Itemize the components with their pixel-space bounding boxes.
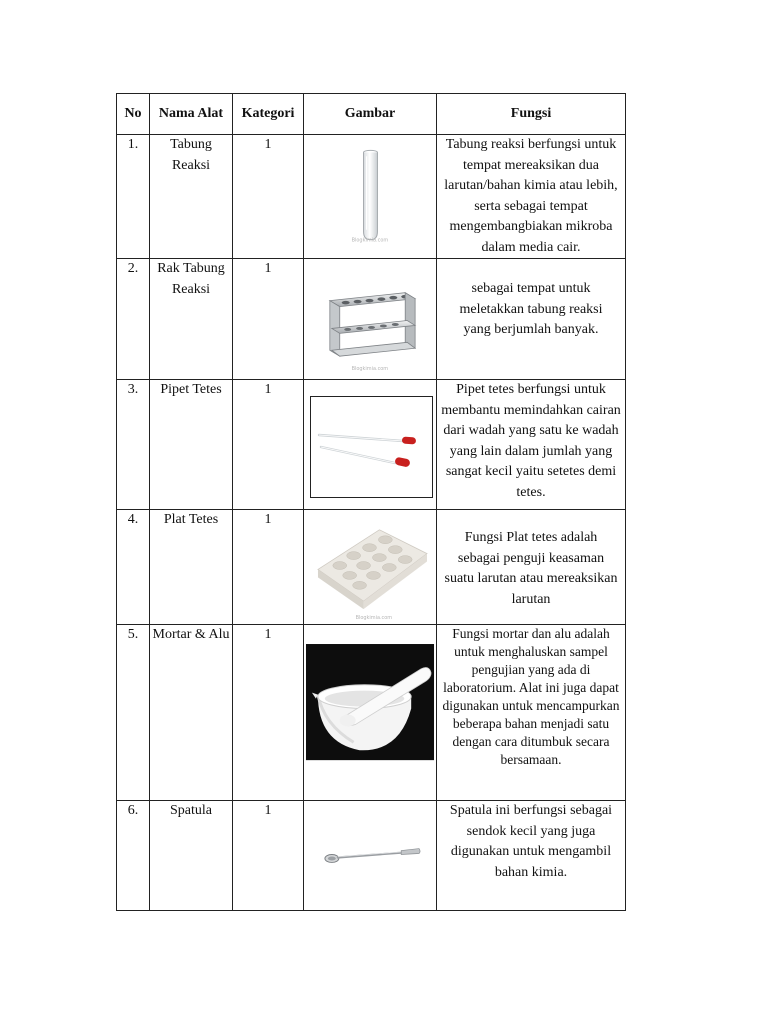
equipment-name: Spatula [150,801,233,911]
row-number: 4. [117,510,150,625]
equipment-function: Fungsi mortar dan alu adalah untuk menghaluskan sampel pengujian yang ada di laboratorium. Alat ini juga dapat digunakan untuk mencampurkan beberapa bahan menjadi satu dengan cara ditumbuk secara bersamaan. [437,625,626,801]
equipment-name: Plat Tetes [150,510,233,625]
spatula-icon [304,801,436,910]
equipment-function: Pipet tetes berfungsi untuk membantu memindahkan cairan dari wadah yang satu ke wadah yang lain dalam jumlah yang sangat kecil yaitu setetes demi tetes. [437,380,626,510]
header-nama-alat: Nama Alat [150,94,233,135]
header-no: No [117,94,150,135]
dropper-pipette-icon [311,397,432,497]
lab-equipment-table [116,93,626,911]
equipment-name: Pipet Tetes [150,380,233,510]
image-watermark: Blogkimia.com [355,615,393,622]
equipment-name: Mortar & Alu [150,625,233,801]
equipment-function [437,510,626,625]
table-row [117,135,626,259]
header-fungsi: Fungsi [437,94,626,135]
header-gambar: Gambar [304,94,437,135]
image-watermark: Blogkimia.com [351,366,389,373]
equipment-image [304,625,437,801]
test-tube-rack-icon [304,259,436,379]
table-row [117,259,626,380]
equipment-category: 1 [233,259,304,380]
equipment-category: 1 [233,510,304,625]
row-number: 1. [117,135,150,259]
row-number: 5. [117,625,150,801]
equipment-image [304,380,437,510]
equipment-category: 1 [233,135,304,259]
test-tube-icon [304,135,436,258]
row-number: 3. [117,380,150,510]
image-watermark: Blogkimia.com [351,237,389,244]
table-row [117,380,626,510]
table-row [117,625,626,801]
table-header-row [117,94,626,135]
image-frame [310,396,433,498]
equipment-function-text: Fungsi Plat tetes adalah sebagai penguji keasaman suatu larutan atau mereaksikan larutan [444,530,618,607]
equipment-image [304,259,437,380]
equipment-function [437,259,626,380]
equipment-function: Tabung reaksi berfungsi untuk tempat mereaksikan dua larutan/bahan kimia atau lebih, serta sebagai tempat mengembangbiakan mikroba dalam media cair. [437,135,626,259]
table-row [117,510,626,625]
equipment-image [304,801,437,911]
table-row [117,801,626,911]
equipment-category: 1 [233,625,304,801]
equipment-name: Rak Tabung Reaksi [150,259,233,380]
mortar-pestle-icon [304,625,436,800]
equipment-category: 1 [233,380,304,510]
row-number: 6. [117,801,150,911]
equipment-category: 1 [233,801,304,911]
equipment-image [304,510,437,625]
equipment-function-text: sebagai tempat untuk meletakkan tabung reaksi yang berjumlah banyak. [459,281,603,337]
equipment-function: Spatula ini berfungsi sebagai sendok kecil yang juga digunakan untuk mengambil bahan kimia. [437,801,626,911]
header-kategori: Kategori [233,94,304,135]
row-number: 2. [117,259,150,380]
spot-plate-icon [304,510,436,624]
equipment-name: Tabung Reaksi [150,135,233,259]
equipment-image [304,135,437,259]
